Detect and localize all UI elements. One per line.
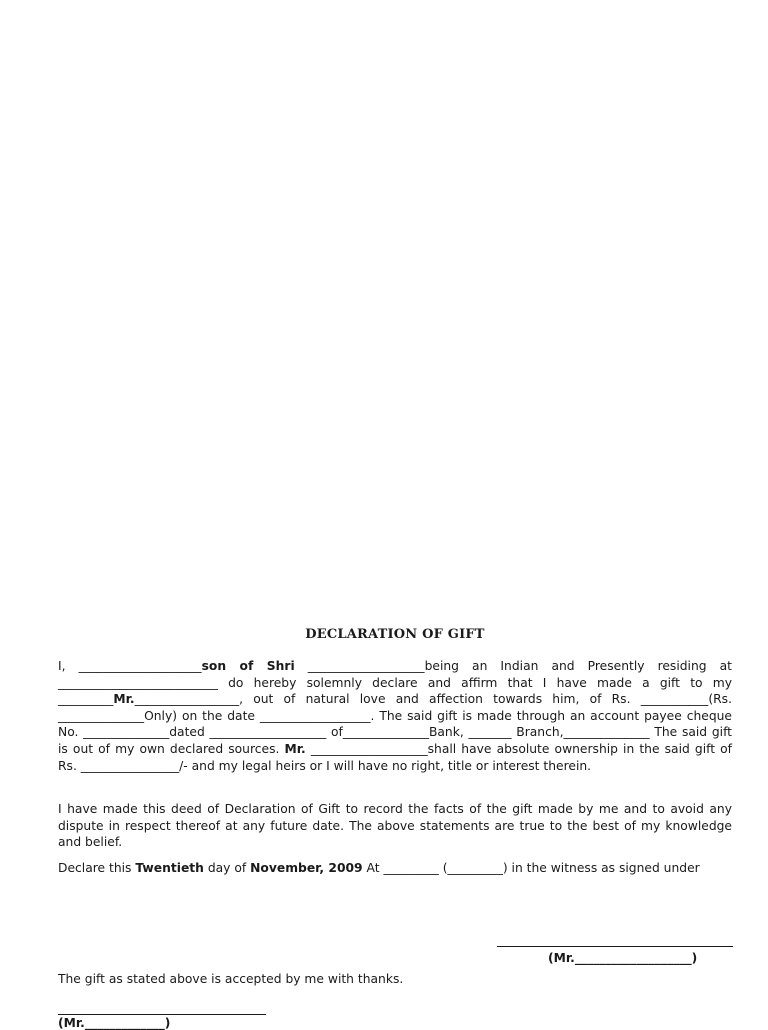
paragraph-bold-text: Mr. (284, 741, 306, 756)
month-year-text: November, 2009 (250, 861, 363, 875)
declaration-paragraph (58, 658, 732, 774)
paragraph-text: At _________ (_________) in the witness as signed under (362, 861, 700, 875)
date-paragraph (58, 860, 732, 877)
paragraph-bold-text: son of Shri (201, 659, 295, 673)
acceptance-text: The gift as stated above is accepted by me with thanks. (58, 972, 404, 986)
donee-signature-line (58, 1014, 266, 1015)
paragraph-text: day of (203, 861, 251, 875)
document-title: DECLARATION OF GIFT (305, 627, 485, 642)
donor-signature-name: (Mr.___________________) (548, 951, 698, 965)
donee-signature-name: (Mr._____________) (58, 1016, 171, 1030)
donor-signature-line (497, 946, 733, 947)
day-text: Twentieth (135, 861, 204, 875)
paragraph-bold-text: Mr. (113, 692, 135, 707)
paragraph-text: _________________, out of natural love and affection towards him, of Rs. ___________(Rs. ______________Only) on the date __________________. The said gift is made through an account payee cheque No. ______________dated ___________________ of______________Bank, _______ Branch,______________ The said gift is out of my own declared sources. (58, 692, 732, 756)
paragraph-text: Declare this (58, 861, 136, 875)
purpose-paragraph: I have made this deed of Declaration of Gift to record the facts of the gift made by me and to avoid any dispute in respect thereof at any future date. The above statements are true to the best of my knowledge and belief. (58, 802, 732, 850)
paragraph-text: ___________________shall have absolute ownership in the said gift of Rs. ________________/- and my legal heirs or I will have no right, title or interest therein. (58, 741, 732, 773)
paragraph-text: ___________________being an Indian and Presently residing at __________________________ do hereby solemnly declare and affirm that I have made a gift to my _________ (58, 659, 733, 707)
paragraph-text: I, ____________________ (58, 659, 202, 673)
